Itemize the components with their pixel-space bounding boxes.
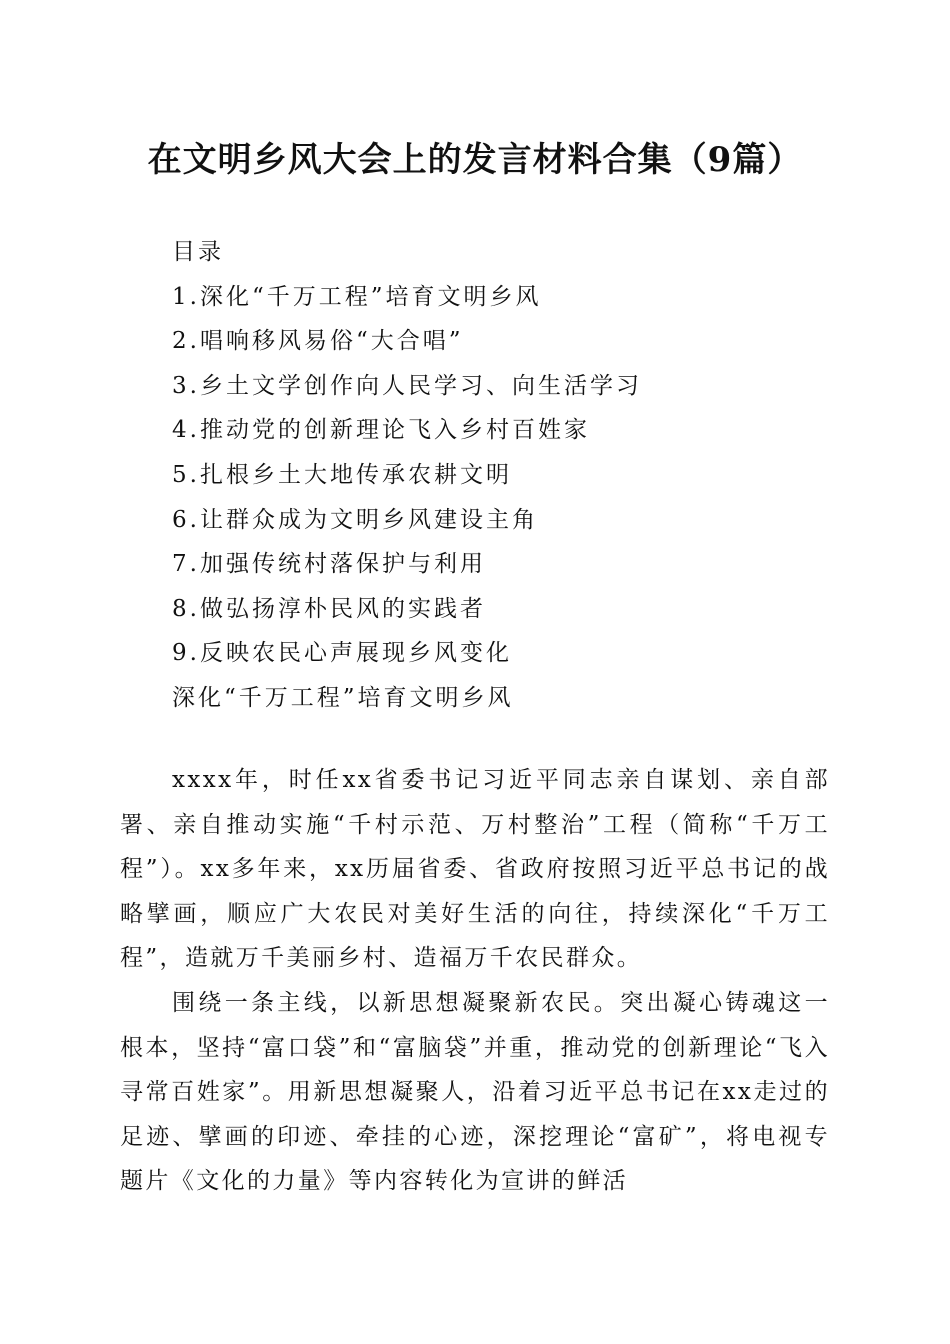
toc-item: 5.扎根乡土大地传承农耕文明: [172, 461, 512, 488]
toc-item: 9.反映农民心声展现乡风变化: [172, 640, 512, 667]
toc-item: 2.唱响移风易俗“大合唱”: [172, 328, 464, 355]
table-of-contents: [172, 230, 852, 721]
body-text: [120, 758, 830, 1204]
body-paragraph: xxxx年，时任xx省委书记习近平同志亲自谋划、亲自部署、亲自推动实施“千村示范、万村整治”工程（简称“千万工程”）。xx多年来，xx历届省委、省政府按照习近平总书记的战略擘画，顺应广大农民对美好生活的向往，持续深化“千万工程”，造就万千美丽乡村、造福万千农民群众。: [120, 767, 830, 972]
toc-item: 8.做弘扬淳朴民风的实践者: [172, 595, 486, 622]
toc-item: 3.乡土文学创作向人民学习、向生活学习: [172, 372, 642, 399]
body-paragraph: 围绕一条主线，以新思想凝聚新农民。突出凝心铸魂这一根本，坚持“富口袋”和“富脑袋”并重，推动党的创新理论“飞入寻常百姓家”。用新思想凝聚人，沿着习近平总书记在xx走过的足迹、擘画的印迹、牵挂的心迹，深挖理论“富矿”，将电视专题片《文化的力量》等内容转化为宣讲的鲜活: [120, 989, 830, 1195]
toc-heading: 目录: [172, 239, 224, 265]
toc-item: 7.加强传统村落保护与利用: [172, 551, 486, 578]
document-title: 在文明乡风大会上的发言材料合集（9篇）: [147, 140, 803, 180]
toc-item: 6.让群众成为文明乡风建设主角: [172, 506, 538, 533]
toc-item: 4.推动党的创新理论飞入乡村百姓家: [172, 417, 590, 444]
section-title: 深化“千万工程”培育文明乡风: [172, 684, 514, 711]
toc-item: 1.深化“千万工程”培育文明乡风: [172, 283, 542, 310]
